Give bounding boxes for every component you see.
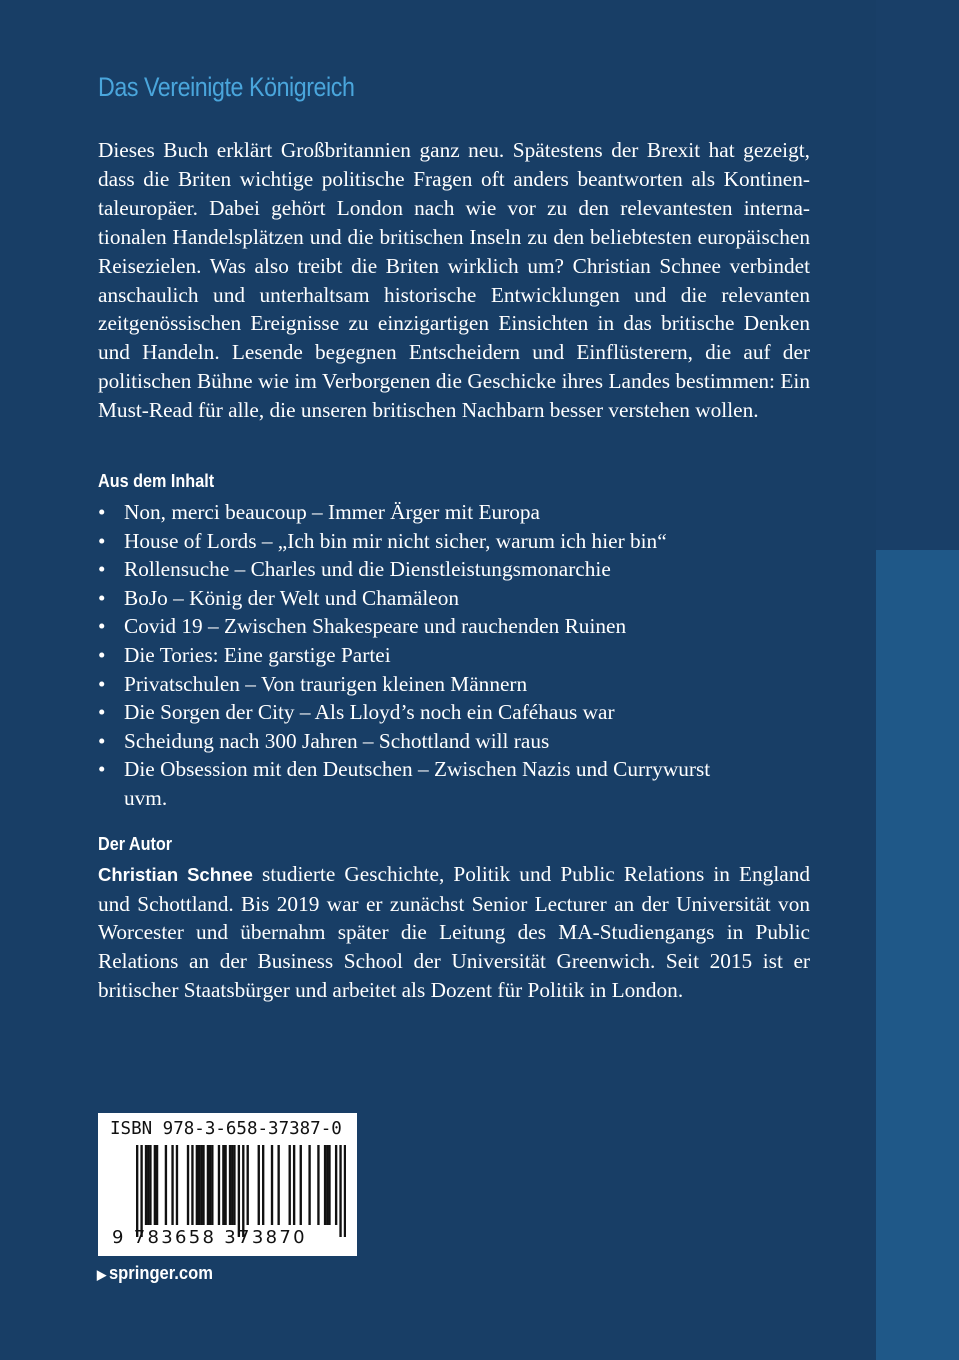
barcode-bar (262, 1145, 264, 1225)
bullet-icon: • (98, 500, 106, 524)
bullet-icon: • (98, 528, 106, 553)
author-name: Christian Schnee (98, 864, 253, 885)
publisher-url: springer.com (108, 1263, 213, 1283)
barcode-bar (198, 1145, 200, 1225)
list-item: • Scheidung nach 300 Jahren – Schottland will raus (98, 727, 810, 756)
barcode-bar (247, 1145, 249, 1225)
barcode-bar (328, 1145, 330, 1225)
barcode-bar (145, 1145, 147, 1225)
blurb-text: Dieses Buch erklärt Großbritannien ganz neu. Spätestens der Brexit hat gezeigt, dass die Briten wichtige politische Fragen oft anders beantworten als Kontinentaleuropäer. Dabei gehört London nach wie vor zu den relevantesten internationalen Handelsplätzen und die britischen Inseln zu den beliebtesten europäischen Reisezielen. Was also treibt die Briten wirklich um? Christian Schnee verbindet anschaulich und unterhaltsam historische Entwicklungen und die relevanten zeitgenössischen Ereignisse zu einzigartigen Einsichten in das britische Denken und Handeln. Lesende begegnen Entscheidern und Einflüsterern, die auf der politischen Bühne wie im Verborgenen die Geschicke ihres Landes bestimmen: Ein Must-Read für alle, die unseren britischen Nachbarn besser verstehen wollen. (98, 138, 810, 423)
bullet-icon: • (98, 642, 106, 667)
barcode-digits: 9 783658 373870 (112, 1227, 307, 1248)
barcode-bar (207, 1145, 209, 1225)
barcode-bar (293, 1145, 295, 1225)
barcode-bar (147, 1145, 149, 1225)
bullet-icon: • (98, 614, 106, 639)
barcode-bar (171, 1145, 173, 1225)
barcode-bar (200, 1145, 202, 1225)
barcode-bar (242, 1145, 244, 1237)
list-item: • BoJo – König der Welt und Chamäleon (98, 584, 810, 613)
barcode-bar (231, 1145, 233, 1225)
barcode-bar (156, 1145, 158, 1225)
list-item: • Die Sorgen der City – Als Lloyd’s noch ein Caféhaus war (98, 698, 810, 727)
list-item: • Rollensuche – Charles und die Dienstleistungsmonarchie (98, 555, 810, 584)
spine-strip-top (876, 0, 959, 550)
barcode-bar (165, 1145, 167, 1225)
contents-more: uvm. (124, 785, 168, 810)
isbn-label: ISBN 978-3-658-37387-0 (110, 1119, 342, 1139)
barcode-bar (176, 1145, 178, 1225)
barcode-bar (218, 1145, 220, 1225)
spine-strip-bottom (876, 550, 959, 1360)
author-bio-text: studierte Geschichte, Politik und Public Relations in England und Schottland. Bis 2019 war er zunächst Senior Lecturer an der Universität von Worcester und übernahm später die Leitung des MA-Studiengangs in Public Relations an der Business School der Universität Greenwich. Seit 2015 ist er britischer Staatsbürger und arbeitet als Dozent für Politik in London. (98, 862, 810, 1002)
barcode-bar (233, 1145, 235, 1225)
barcode-bar (196, 1145, 198, 1225)
contents-list (98, 498, 810, 813)
publisher-link[interactable] (97, 1263, 213, 1284)
barcode-bar (202, 1145, 204, 1225)
barcode-bar (308, 1145, 310, 1225)
barcode-bar (271, 1145, 273, 1225)
barcode-bar (149, 1145, 151, 1225)
barcode-bar (339, 1145, 341, 1237)
barcode-bar (229, 1145, 231, 1225)
list-item: • Covid 19 – Zwischen Shakespeare und rauchenden Ruinen (98, 612, 810, 641)
bullet-icon: • (98, 671, 106, 696)
barcode-bar (344, 1145, 346, 1237)
list-item: • Die Tories: Eine garstige Partei (98, 641, 810, 670)
isbn-barcode (98, 1113, 357, 1256)
barcode-bar (224, 1145, 226, 1225)
barcode-bar (211, 1145, 213, 1225)
list-item: • Non, merci beaucoup – Immer Ärger mit Europa (98, 498, 810, 527)
bullet-icon: • (98, 728, 106, 753)
list-item: • Die Obsession mit den Deutschen – Zwischen Nazis und Currywurst (98, 755, 810, 784)
bullet-icon: • (98, 757, 106, 782)
barcode-bar (136, 1145, 138, 1237)
barcode-bar (191, 1145, 193, 1225)
barcode-bar (187, 1145, 189, 1225)
barcode-bar (326, 1145, 328, 1225)
contents-heading: Aus dem Inhalt (98, 471, 215, 491)
bullet-icon: • (98, 700, 106, 725)
barcode-bar (335, 1145, 337, 1225)
list-item: • House of Lords – „Ich bin mir nicht sicher, warum ich hier bin“ (98, 527, 810, 556)
barcode-bar (222, 1145, 224, 1225)
barcode-bar (154, 1145, 156, 1225)
book-title: Das Vereinigte Königreich (98, 72, 355, 102)
barcode-bar (238, 1145, 240, 1237)
barcode-bar (209, 1145, 211, 1225)
barcode-bars (136, 1145, 346, 1237)
list-item: • Privatschulen – Von traurigen kleinen Männern (98, 670, 810, 699)
barcode-bar (289, 1145, 291, 1225)
barcode-bar (140, 1145, 142, 1237)
barcode-bar (258, 1145, 260, 1225)
barcode-bar (277, 1145, 279, 1225)
author-heading: Der Autor (98, 834, 173, 854)
bullet-icon: • (98, 585, 106, 610)
barcode-bar (300, 1145, 302, 1225)
arrow-right-icon: ▶ (97, 1267, 107, 1282)
author-bio (98, 860, 810, 1005)
barcode-bar (317, 1145, 319, 1225)
barcode-bar (324, 1145, 326, 1225)
bullet-icon: • (98, 557, 106, 582)
